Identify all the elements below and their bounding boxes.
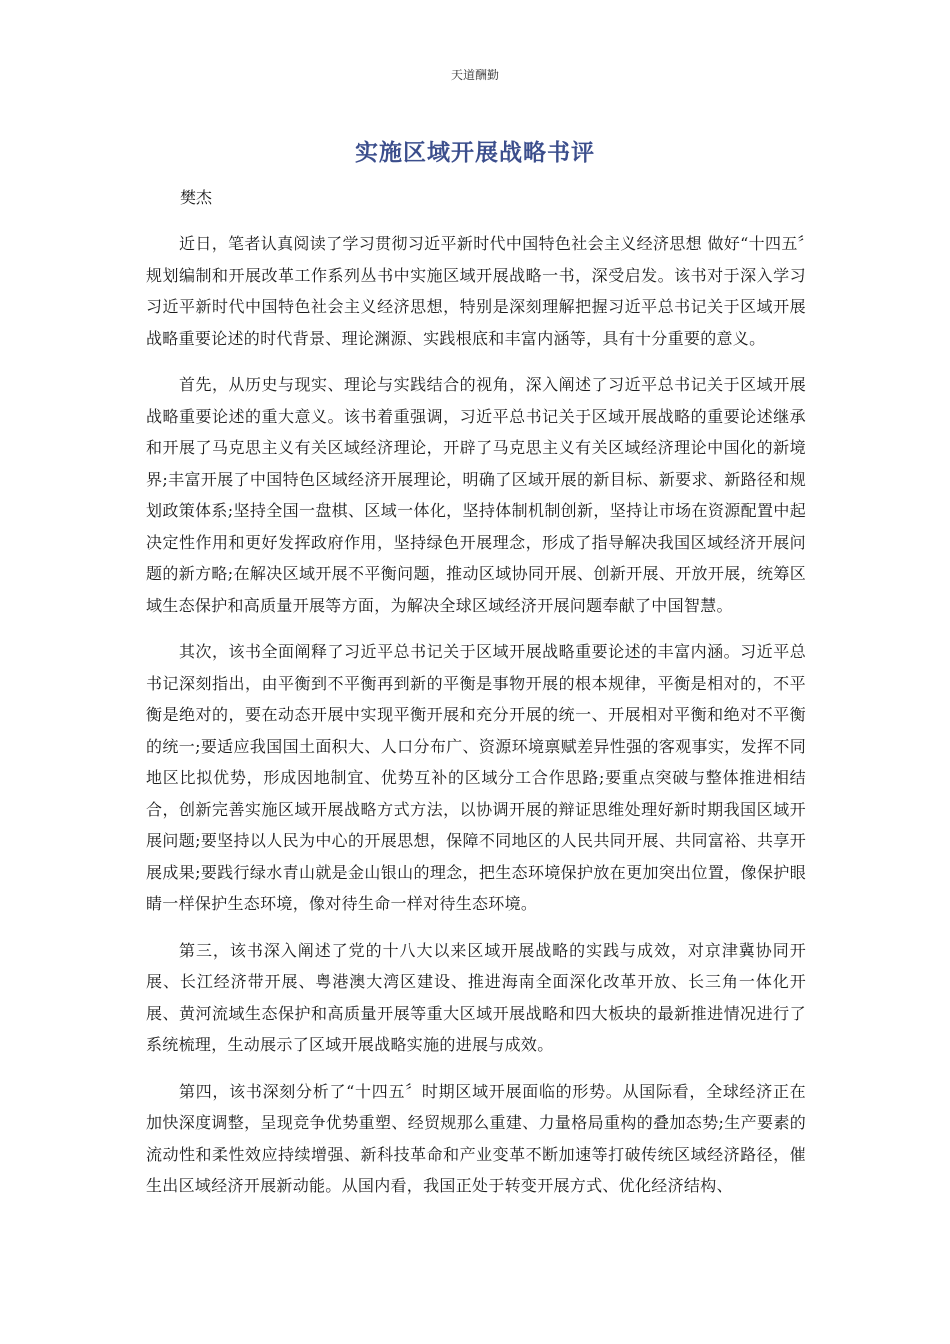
paragraph-4: 第三，该书深入阐述了党的十八大以来区域开展战略的实践与成效，对京津冀协同开展、长江经济带开展、粤港澳大湾区建设、推进海南全面深化改革开放、长三角一体化开展、黄河流域生态保护和高质量开展等重大区域开展战略和四大板块的最新推进情况进行了系统梳理，生动展示了区域开展战略实施的进展与成效。 (146, 940, 806, 1054)
author-name: 樊杰 (180, 188, 213, 207)
paragraph-2: 首先，从历史与现实、理论与实践结合的视角，深入阐述了习近平总书记关于区域开展战略重要论述的重大意义。该书着重强调，习近平总书记关于区域开展战略的重要论述继承和开展了马克思主义有关区域经济理论，开辟了马克思主义有关区域经济理论中国化的新境界;丰富开展了中国特色区域经济开展理论，明确了区域开展的新目标、新要求、新路径和规划政策体系;坚持全国一盘棋、区域一体化，坚持体制机制创新，坚持让市场在资源配置中起决定性作用和更好发挥政府作用，坚持绿色开展理念，形成了指导解决我国区域经济开展问题的新方略;在解决区域开展不平衡问题，推动区域协同开展、创新开展、开放开展，统筹区域生态保护和高质量开展等方面，为解决全球区域经济开展问题奉献了中国智慧。 (146, 375, 806, 615)
page-header: 天道酬勤 (450, 68, 499, 82)
paragraph-3: 其次，该书全面阐释了习近平总书记关于区域开展战略重要论述的丰富内涵。习近平总书记深刻指出，由平衡到不平衡再到新的平衡是事物开展的根本规律，平衡是相对的，不平衡是绝对的，要在动态开展中实现平衡开展和充分开展的统一、开展相对平衡和绝对不平衡的统一;要适应我国国土面积大、人口分布广、资源环境禀赋差异性强的客观事实，发挥不同地区比拟优势，形成因地制宜、优势互补的区域分工合作思路;要重点突破与整体推进相结合，创新完善实施区域开展战略方式方法，以协调开展的辩证思维处理好新时期我国区域开展问题;要坚持以人民为中心的开展思想，保障不同地区的人民共同开展、共同富裕、共享开展成果;要践行绿水青山就是金山银山的理念，把生态环境保护放在更加突出位置，像保护眼睛一样保护生态环境，像对待生命一样对待生态环境。 (146, 642, 806, 913)
document-title: 实施区域开展战略书评 (355, 140, 595, 166)
paragraph-1: 近日，笔者认真阅读了学习贯彻习近平新时代中国特色社会主义经济思想 做好“十四五〞规划编制和开展改革工作系列丛书中实施区域开展战略一书，深受启发。该书对于深入学习习近平新时代中国特色社会主义经济思想，特别是深刻理解把握习近平总书记关于区域开展战略重要论述的时代背景、理论渊源、实践根底和丰富内涵等，具有十分重要的意义。 (146, 234, 806, 348)
paragraph-5: 第四，该书深刻分析了“十四五〞时期区域开展面临的形势。从国际看，全球经济正在加快深度调整，呈现竞争优势重塑、经贸规那么重建、力量格局重构的叠加态势;生产要素的流动性和柔性效应持续增强、新科技革命和产业变革不断加速等打破传统区域经济路径，催生出区域经济开展新动能。从国内看，我国正处于转变开展方式、优化经济结构、 (146, 1081, 806, 1195)
document-body (146, 228, 806, 1217)
